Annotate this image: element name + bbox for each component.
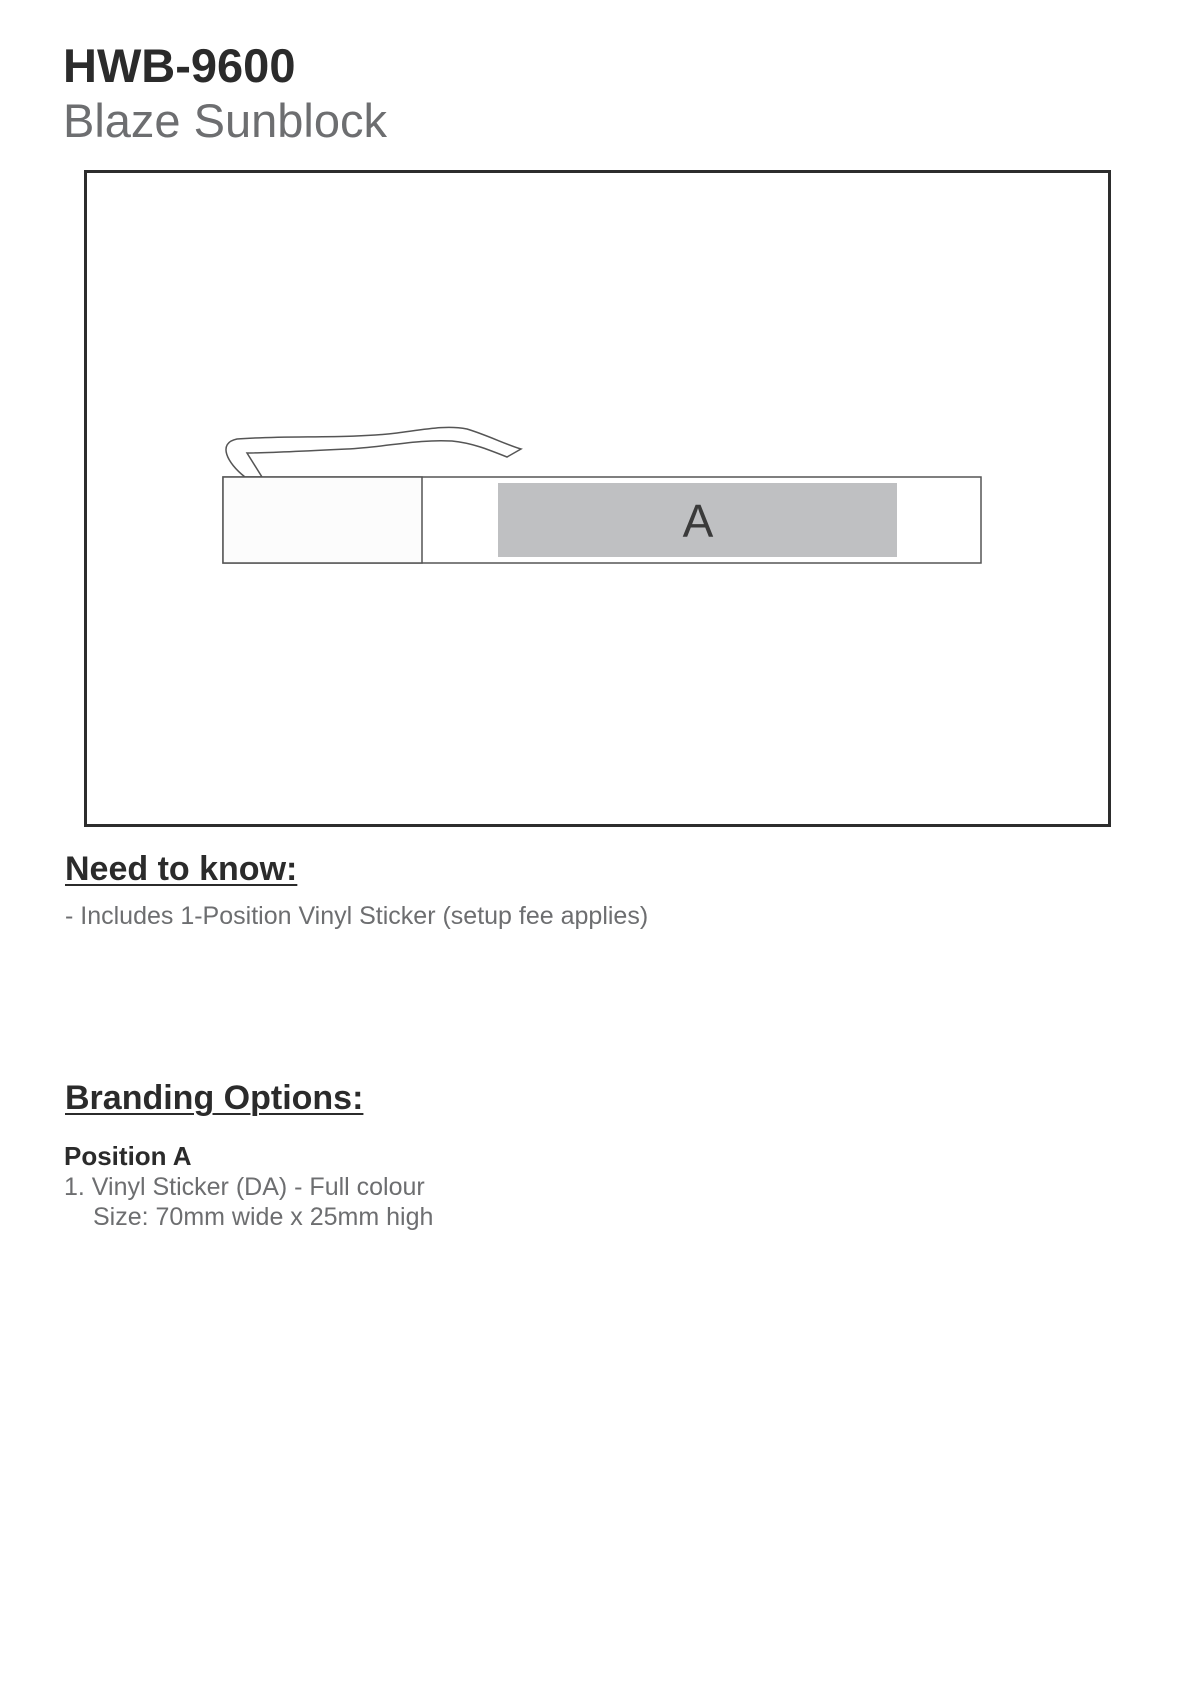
- product-code: HWB-9600: [63, 39, 296, 92]
- need-to-know-item: - Includes 1-Position Vinyl Sticker (setup fee applies): [65, 902, 649, 930]
- position-a-size: Size: 70mm wide x 25mm high: [93, 1203, 434, 1231]
- tube-cap: [223, 477, 422, 563]
- sunblock-tube-drawing: [87, 173, 1108, 824]
- need-to-know-heading: Need to know:: [65, 850, 298, 888]
- lanyard-strap: [226, 427, 521, 477]
- position-a-option: 1. Vinyl Sticker (DA) - Full colour: [64, 1173, 425, 1201]
- print-area-label: A: [682, 495, 714, 547]
- product-illustration-frame: [84, 170, 1111, 827]
- position-a-heading: Position A: [64, 1141, 192, 1171]
- branding-options-heading: Branding Options:: [65, 1079, 364, 1117]
- product-name: Blaze Sunblock: [63, 94, 387, 147]
